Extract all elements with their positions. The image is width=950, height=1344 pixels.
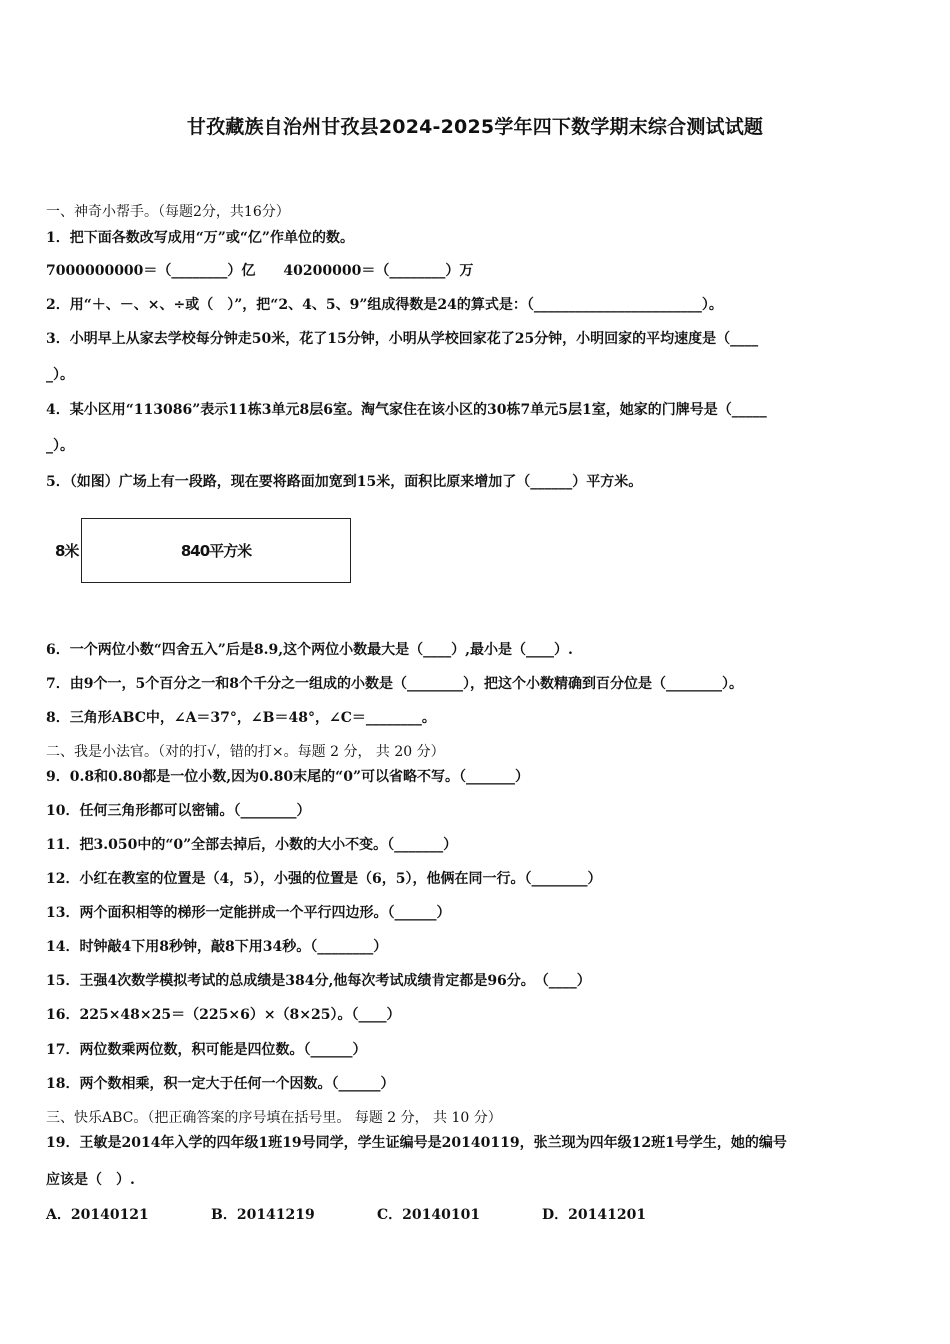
question-12: 12．小红在教室的位置是（4，5），小强的位置是（6，5），他俩在同一行。（________） xyxy=(46,871,602,887)
page-title: 甘孜藏族自治州甘孜县2024-2025学年四下数学期末综合测试试题 xyxy=(186,116,764,138)
question-4-line-1: 4．某小区用“113086”表示11栋3单元8层6室。淘气家住在该小区的30栋7单元5层1室，她家的门牌号是（_____ xyxy=(46,402,767,418)
question-9: 9．0.8和0.80都是一位小数,因为0.80末尾的“0”可以省略不写。（_______） xyxy=(46,769,530,785)
question-7: 7．由9个一，5个百分之一和8个千分之一组成的小数是（________），把这个小数精确到百分位是（________）。 xyxy=(46,676,743,692)
section-heading-2: 二、我是小法官。（对的打√，错的打×。每题 2 分， 共 20 分） xyxy=(46,744,445,760)
question-11: 11．把3.050中的“0”全部去掉后，小数的大小不变。（_______） xyxy=(46,837,458,853)
question-5: 5．（如图）广场上有一段路，现在要将路面加宽到15米，面积比原来增加了（______）平方米。 xyxy=(46,474,643,490)
figure-side-label: 8米 xyxy=(55,542,79,560)
question-3-line-2: _）。 xyxy=(46,367,74,383)
question-16: 16．225×48×25＝（225×6）×（8×25）。（____） xyxy=(46,1007,401,1023)
question-1-blanks: 7000000000＝（________）亿 40200000＝（________）万 xyxy=(46,263,474,279)
section-heading-1: 一、神奇小帮手。（每题2分，共16分） xyxy=(46,204,290,220)
question-18: 18．两个数相乘，积一定大于任何一个因数。（______） xyxy=(46,1076,395,1092)
option-b: B．20141219 xyxy=(211,1207,315,1223)
question-8: 8．三角形ABC中，∠A＝37°，∠B＝48°，∠C＝________。 xyxy=(46,710,436,726)
option-d: D．20141201 xyxy=(542,1207,647,1223)
question-17: 17．两位数乘两位数，积可能是四位数。（______） xyxy=(46,1042,367,1058)
option-c: C．20140101 xyxy=(377,1207,481,1223)
question-14: 14．时钟敲4下用8秒钟，敲8下用34秒。（________） xyxy=(46,939,388,955)
question-3-line-1: 3．小明早上从家去学校每分钟走50米，花了15分钟，小明从学校回家花了25分钟，小明回家的平均速度是（____ xyxy=(46,331,759,347)
question-6: 6．一个两位小数“四舍五入”后是8.9,这个两位小数最大是（____）,最小是（____）. xyxy=(46,642,573,658)
question-2: 2．用“＋、－、×、÷或（ ）”，把“2、4、5、9”组成得数是24的算式是：（________________________）。 xyxy=(46,297,723,313)
question-15: 15．王强4次数学模拟考试的总成绩是384分,他每次考试成绩肯定都是96分。 （____） xyxy=(46,973,591,989)
question-4-line-2: _）。 xyxy=(46,438,74,454)
question-13: 13．两个面积相等的梯形一定能拼成一个平行四边形。（______） xyxy=(46,905,451,921)
question-19-line-1: 19．王敏是2014年入学的四年级1班19号同学，学生证编号是20140119，张兰现为四年级12班1号学生，她的编号 xyxy=(46,1135,787,1151)
question-19-line-2: 应该是（ ）. xyxy=(46,1172,135,1188)
option-a: A．20140121 xyxy=(46,1207,149,1223)
section-heading-3: 三、快乐ABC。（把正确答案的序号填在括号里。 每题 2 分， 共 10 分） xyxy=(46,1110,502,1126)
question-1: 1．把下面各数改写成用“万”或“亿”作单位的数。 xyxy=(46,230,354,246)
question-10: 10．任何三角形都可以密铺。（________） xyxy=(46,803,311,819)
figure-area-label: 840平方米 xyxy=(180,542,252,560)
